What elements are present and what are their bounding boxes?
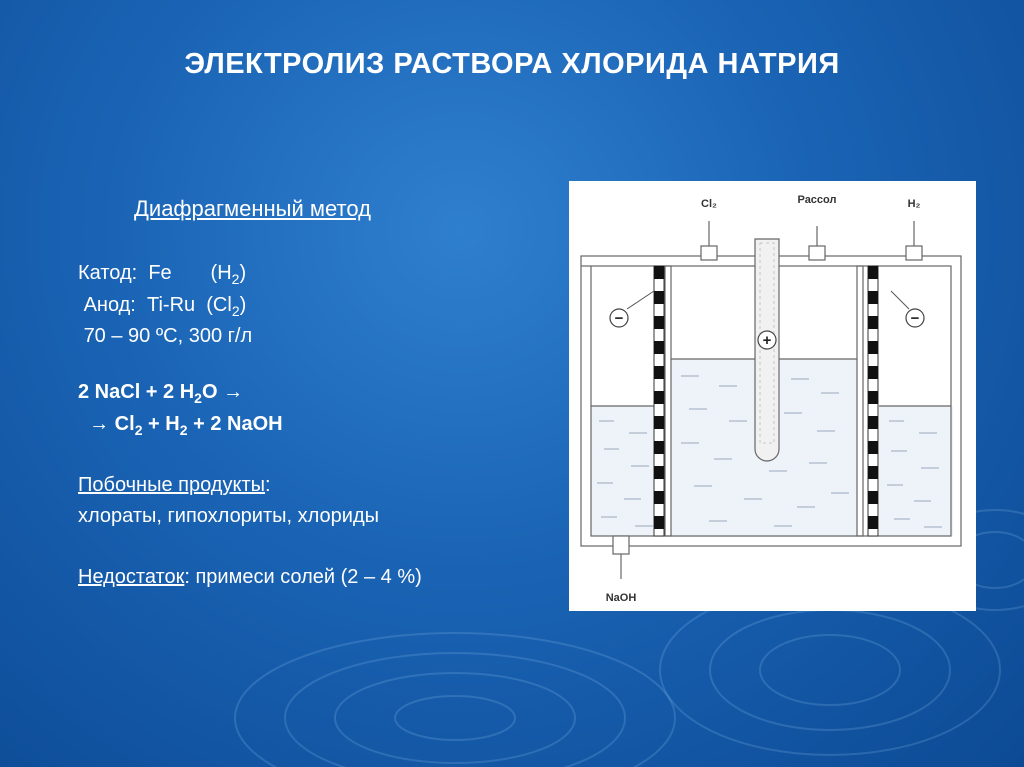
reaction-left-a: 2 NaCl + 2 H — [78, 381, 195, 403]
anode-label: Анод: — [83, 294, 136, 316]
plus-sign: + — [762, 332, 772, 349]
drawback-line — [78, 566, 422, 589]
conditions-line — [78, 325, 252, 348]
anode-material: Ti-Ru — [146, 294, 196, 316]
cl2-label: Cl₂ — [701, 198, 717, 210]
cathode-product-sub: 2 — [231, 270, 240, 287]
brine-label: Рассол — [797, 194, 837, 206]
reaction-left — [78, 381, 243, 406]
byproducts-colon: : — [264, 474, 271, 496]
method-subtitle: Диафрагменный метод — [134, 196, 371, 221]
drawback-label: Недостаток — [78, 566, 185, 588]
electrolyzer-diagram — [569, 181, 976, 611]
cathode-product: H — [217, 262, 232, 284]
right-minus-terminal — [906, 309, 924, 327]
right-diaphragm — [868, 266, 878, 536]
left-diaphragm — [654, 266, 664, 536]
reaction-left-b: O → — [201, 381, 244, 403]
reaction-right-b: + H — [142, 413, 180, 435]
byproducts-list: хлораты, гипохлориты, хлориды — [78, 505, 379, 527]
naoh-outlet — [613, 536, 629, 579]
left-minus-sign: − — [614, 310, 624, 327]
electrolyzer-svg — [569, 181, 976, 611]
reaction-right-sub1: 2 — [134, 421, 143, 438]
anode-plus-terminal — [758, 331, 776, 349]
h2-label: H₂ — [907, 198, 921, 210]
naoh-label: NaOH — [605, 592, 637, 604]
left-minus-terminal — [610, 309, 628, 327]
slide-title: ЭЛЕКТРОЛИЗ РАСТВОРА ХЛОРИДА НАТРИЯ — [184, 48, 840, 80]
byproducts-heading — [78, 474, 271, 497]
reaction-right — [78, 413, 283, 438]
top-pipes — [701, 221, 922, 260]
right-minus-sign: − — [910, 310, 920, 327]
drawback-text: : примеси солей (2 – 4 %) — [184, 566, 422, 588]
cathode-material: Fe — [148, 262, 172, 284]
reaction-right-sub2: 2 — [179, 421, 188, 438]
cathode-label: Катод: — [78, 262, 138, 284]
anode-product-sub: 2 — [231, 302, 240, 319]
cathode-right-solution — [879, 406, 953, 536]
anode-product: Cl — [212, 294, 232, 316]
anode-line: Анод: Ti-Ru $(Cl_2)$ — [83, 294, 247, 319]
conditions-text: 70 – 90 ºС, 300 г/л — [83, 325, 253, 347]
byproducts-label: Побочные продукты — [78, 474, 265, 496]
cathode-line: Катод: Fe $(H_2)$ — [78, 262, 247, 287]
reaction-left-sub: 2 — [194, 389, 202, 406]
reaction-right-a: → Cl — [89, 413, 135, 435]
anode-rod — [755, 239, 779, 461]
reaction-right-c: + 2 NaOH — [187, 413, 283, 435]
